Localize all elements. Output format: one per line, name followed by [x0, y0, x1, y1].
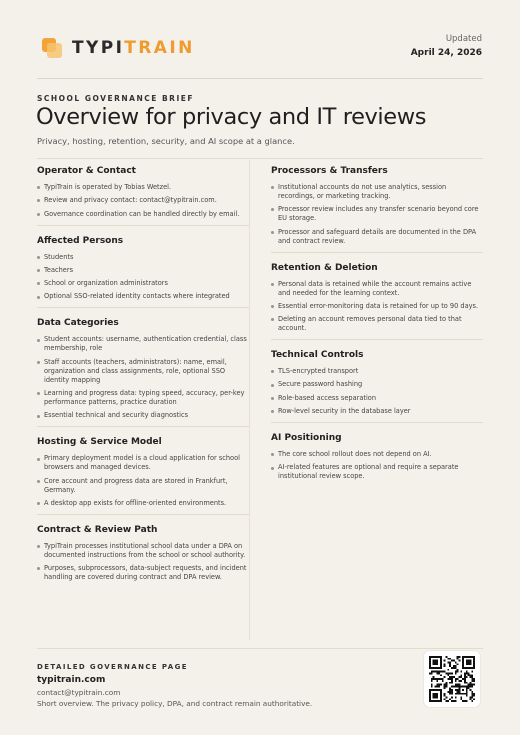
page-kicker: SCHOOL GOVERNANCE BRIEF [37, 94, 194, 103]
footer-kicker: DETAILED GOVERNANCE PAGE [37, 663, 188, 671]
page-subtitle: Privacy, hosting, retention, security, and AI scope at a glance. [37, 136, 295, 146]
right-column [271, 166, 483, 487]
list-item: Role-based access separation [271, 394, 483, 403]
bullet-list [37, 183, 249, 219]
list-item: Row-level security in the database layer [271, 407, 483, 416]
column-divider [249, 160, 250, 640]
bullet-list [271, 450, 483, 481]
section-heading: Operator & Contact [37, 166, 136, 176]
section-technical-controls [271, 350, 483, 416]
list-item: Primary deployment model is a cloud application for school browsers and managed devices. [37, 454, 249, 472]
list-item: Deleting an account removes personal data tied to that account. [271, 315, 483, 333]
list-item: Learning and progress data: typing speed, accuracy, per-key performance patterns, practice duration [37, 389, 249, 407]
section-heading: AI Positioning [271, 433, 342, 444]
section-affected-persons [37, 236, 249, 302]
divider [37, 158, 483, 159]
list-item: The core school rollout does not depend on AI. [271, 450, 483, 459]
section-heading: Processors & Transfers [271, 166, 388, 176]
bullet-list [37, 335, 249, 420]
divider [37, 648, 483, 649]
bullet-list [37, 454, 249, 508]
section-heading: Data Categories [37, 318, 119, 329]
list-item: Students [37, 253, 249, 262]
typitrain-logo-icon [42, 38, 62, 58]
list-item: Essential technical and security diagnostics [37, 411, 249, 420]
list-item: Teachers [37, 266, 249, 275]
qr-code-icon[interactable] [424, 651, 480, 707]
divider [37, 78, 483, 79]
list-item: Review and privacy contact: contact@typitrain.com. [37, 196, 249, 205]
list-item: Staff accounts (teachers, administrators): name, email, organization and class assignments, role, optional SSO identity mapping [37, 358, 249, 385]
bullet-list [271, 183, 483, 246]
bullet-list [37, 542, 249, 582]
page-title: Overview for privacy and IT reviews [36, 104, 427, 130]
brand-logo [42, 38, 195, 58]
list-item: Governance coordination can be handled directly by email. [37, 210, 249, 219]
footer-note: Short overview. The privacy policy, DPA, and contract remain authoritative. [37, 699, 313, 708]
list-item: Personal data is retained while the account remains active and needed for the learning context. [271, 280, 483, 298]
list-item: School or organization administrators [37, 279, 249, 288]
footer-email-link[interactable]: contact@typitrain.com [37, 688, 121, 697]
brand-wordmark: TYPITRAIN [72, 38, 195, 58]
section-processors-and-transfers [271, 166, 483, 246]
list-item: Processor and safeguard details are documented in the DPA and contract review. [271, 228, 483, 246]
list-item: TLS-encrypted transport [271, 367, 483, 376]
section-heading: Retention & Deletion [271, 262, 378, 273]
section-hosting-and-service-model [37, 437, 249, 508]
section-divider [271, 252, 483, 253]
section-divider [37, 426, 249, 427]
section-operator-and-contact [37, 166, 249, 219]
section-ai-positioning [271, 433, 483, 481]
section-contract-and-review-path [37, 525, 249, 582]
list-item: AI-related features are optional and require a separate institutional review scope. [271, 463, 483, 481]
section-divider [271, 339, 483, 340]
section-heading: Contract & Review Path [37, 524, 158, 535]
list-item: TypiTrain processes institutional school data under a DPA on documented instructions from the school or school authority. [37, 542, 249, 560]
section-divider [37, 514, 249, 515]
bullet-list [271, 367, 483, 416]
section-divider [37, 225, 249, 226]
section-retention-and-deletion [271, 263, 483, 334]
list-item: Student accounts: username, authentication credential, class membership, role [37, 335, 249, 353]
bullet-list [37, 253, 249, 302]
bullet-list [271, 280, 483, 334]
list-item: A desktop app exists for offline-oriented environments. [37, 499, 249, 508]
list-item: Optional SSO-related identity contacts where integrated [37, 292, 249, 301]
updated-label: Updated [445, 34, 482, 44]
section-heading: Affected Persons [37, 235, 124, 246]
footer-site-link[interactable]: typitrain.com [37, 675, 106, 685]
updated-date: April 24, 2026 [410, 48, 482, 58]
section-heading: Technical Controls [271, 350, 364, 361]
section-heading: Hosting & Service Model [37, 437, 162, 448]
list-item: TypiTrain is operated by Tobias Wetzel. [37, 183, 249, 192]
list-item: Processor review includes any transfer scenario beyond core EU storage. [271, 205, 483, 223]
list-item: Core account and progress data are stored in Frankfurt, Germany. [37, 477, 249, 495]
section-divider [37, 307, 249, 308]
list-item: Institutional accounts do not use analytics, session recordings, or marketing tracking. [271, 183, 483, 201]
list-item: Purposes, subprocessors, data-subject requests, and incident handling are covered during contract and DPA review. [37, 564, 249, 582]
list-item: Essential error-monitoring data is retained for up to 90 days. [271, 302, 483, 311]
left-column [37, 166, 249, 588]
section-divider [271, 422, 483, 423]
updated-block [411, 34, 482, 58]
list-item: Secure password hashing [271, 380, 483, 389]
section-data-categories [37, 318, 249, 420]
